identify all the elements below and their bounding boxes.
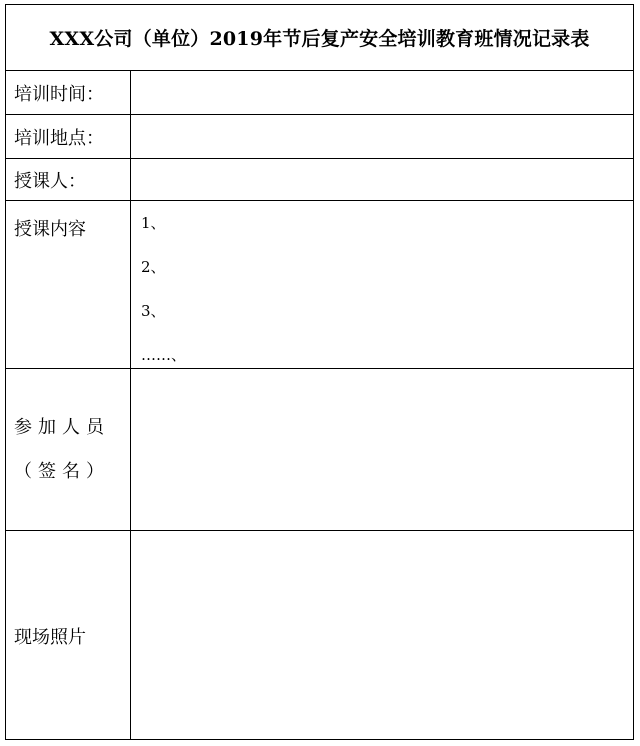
- attendees-signature-field[interactable]: [131, 369, 633, 530]
- row-training-place: [6, 115, 633, 159]
- training-place-label: 培训地点：: [6, 115, 131, 158]
- course-content-list: [141, 211, 186, 387]
- content-item-2: 2、: [141, 258, 166, 276]
- training-time-label: 培训时间：: [6, 71, 131, 114]
- row-teacher: [6, 159, 633, 201]
- row-site-photos: [6, 531, 633, 740]
- training-time-field[interactable]: [131, 71, 633, 114]
- teacher-label: 授课人：: [6, 159, 131, 200]
- content-item-more: ……、: [141, 346, 187, 364]
- row-attendees: [6, 369, 633, 531]
- form-title: XXX公司（单位）2019年节后复产安全培训教育班情况记录表: [6, 5, 633, 71]
- row-training-time: [6, 71, 633, 115]
- content-item-3: 3、: [141, 302, 166, 320]
- attendees-label-line2: （签名）: [14, 460, 110, 482]
- course-content-label: 授课内容: [6, 201, 131, 368]
- teacher-field[interactable]: [131, 159, 633, 200]
- site-photos-field[interactable]: [131, 531, 633, 740]
- course-content-field[interactable]: [131, 201, 633, 368]
- training-place-field[interactable]: [131, 115, 633, 158]
- row-course-content: [6, 201, 633, 369]
- content-item-1: 1、: [141, 214, 166, 232]
- attendees-label-line1: 参加人员: [14, 416, 110, 438]
- training-record-form: [5, 4, 634, 740]
- site-photos-label: 现场照片: [6, 531, 131, 740]
- attendees-label: [6, 369, 131, 530]
